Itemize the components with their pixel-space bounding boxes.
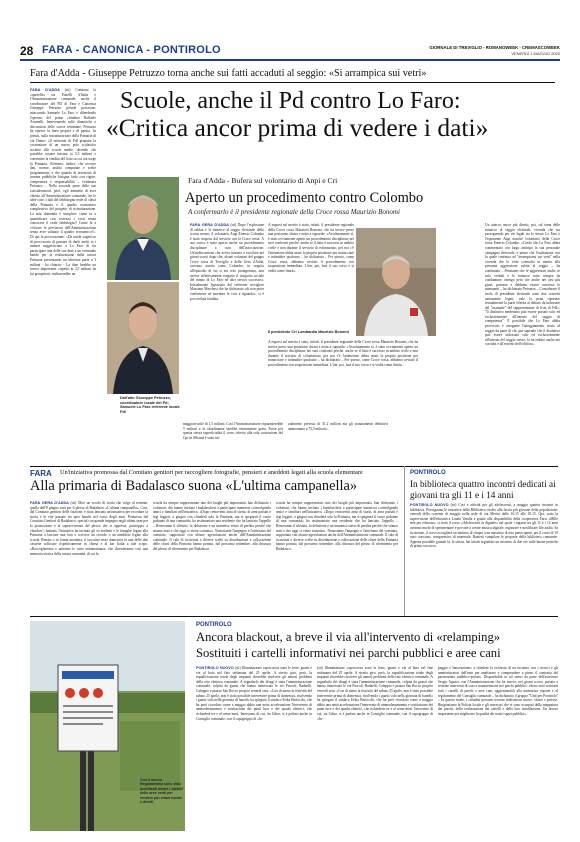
article4-title: In biblioteca quattro incontri dedicati ai giovani tra gli 11 e i 14 anni	[410, 479, 556, 500]
article5-col1	[196, 666, 312, 834]
article5-top-rule	[30, 616, 558, 617]
article5-col3	[438, 666, 558, 834]
article3-place: FARA GERA D'ADDA	[30, 501, 69, 505]
issue-date: VENERDÌ 1 MAGGIO 2020	[511, 51, 560, 56]
article1-photo-caption: Dall'alto Giuseppe Petruzzo, coordinatore locale del Pd; Samuele Lo Faro referente locale FdI	[120, 396, 180, 414]
article3-col1	[30, 501, 148, 601]
article1-body-col1: (stt) Continua la «querelle» tra Fratelli d'Italia e l'Amministrazione comunale: anche il coordinatore del PD di Fara e Canonica Giuseppe Petruzzo prende posizione, attaccando Samuele Lo Faro e difendendo l'operato del primo cittadino Raffaele Assanelli. Intervenendo sulle dinamiche e discussioni delle scorse settimane, Petruzzo ha ripreso la linea propria e di partito. In primis, sulla ristrutturazione della Primaria di via Dante: «Il referente di FdI propone la costruzione di un nuovo polo scolastico accanto alle scuole medie, dicendo che potrebbe costare intorno ai 3,5 milioni e consentire la vendita del lotto su cui ora sorge la Primaria. Affermia, inoltre, che occorre dati, norme, analisi comparate e scelte programmate, e che quando di investono di somme pubbliche bisogna farlo con rigore, competenza e responsabilità – evidenzia Petruzzo – Nella seconda parte delle sue considerazioni, però, egli ammette di aver chiesto all'Amministrazione comunale, tre le altre cose, i dati del fabbisogno reale di classi della Primaria e il quadro economico complessivo del progetto di ristrutturazione. La mia domanda è semplice: come fa a quantificare con certezza i costi senza conoscere il reale fabbisogno? Come fa a criticare le previsioni dell'Amministrazione senza aver valutato il quadro economico?». Di qui la provocazione: «Da unide sugerisce di provvisoria di pensare di darle anchi io i numeri suggeriscono a Lo Faro di far partecipare una delle sue dine a un eventuale bando per la realizzazione della nuova Primaria presentando un ulteriore parte a 3 milioni - ha chiarito - La dine farebbe un lavoro importante, rispetto ai 3,5 milioni da lui prospettati, realizzerebbe un	[30, 88, 96, 276]
article2-subtitle: A confermarlo è il presidente regionale della Croce rossa Maurizio Bonomi	[188, 208, 400, 216]
bonomi-photo	[356, 228, 436, 336]
article3-body-col3: scuola ha sempre rappresentato uno dei luoghi più importanti» han dichiarato i volontari, che hanno invitato i badalaschesi a partecipare numerosi coinvolgendo amici e familiari nell'iniziativa. «Dopo centoventi anni di storia, di anni passati e tegi leggeri, a giugno con chiuderà solo la Primaria, ma si spegnerà il cuore pulsante di una comunità» ha testimoniato una residente che ha lanciato l'appello – Resteranno il silenzio, la delusione e un immenso senso di perdita perché che stiamo stati e che oggi ci viene sottratto». Nonostante l'impegno e l'attivismo del comitato, supportato con alcune agevolazioni anche dell'Amministrazione comunale. Il calo di iscrizioni e diverse scelte su distribuzione e collocazione delle classi della Primaria hanno portato, dal prossimo settembre, alla chiusura del plesso di riferimento per Badalasco.	[276, 501, 398, 551]
article5-title-line2: Sostituiti i cartelli informativi nei parchi pubblici e aree cani	[196, 646, 501, 660]
portrait-bonomi	[356, 228, 436, 336]
article5-body-col1: (stt) Illuminazione capricciosa sono le feste, guasti e vie al buio nel fine settimana del 25 aprile. A stretto giro, però, la riqualificazione totale degli impianti dovrebbe risolvere gli annosi problemi della rete elettrica comunale. A segnalarlo dei disagi è stata l'amministrazione comunale, colpita da guasti che hanno interessato le vie Pascoli, Badaelli, Caleppio e piazza San Rocco proprio venerdì sera: «Con di meno la festività del sabato 25 aprile, non è stato possibile intervenire prima di domenica, risolvendo i guasti solo nella giornata di lunedì» ha spiegato il sindaco Erika Bertocchi, che ha però ricordato come a maggio abbia una netta accelerazione l'intervento di ammodernamento e sostituzione dei punti luce e dei quadri elettrici, che richiederà tre e al seme mesi. Intervento di cui, tra l'altro, si è parlato anche in Consiglio comunale, con il capogruppo di «In-	[196, 666, 312, 721]
article5-col2	[317, 666, 433, 834]
article2-col2	[268, 223, 354, 303]
article3-section: FARA	[30, 469, 52, 478]
article1-title-line1: Scuole, anche il Pd contro Lo Faro:	[120, 88, 461, 114]
article2-place: FARA GERA D'ADDA	[190, 223, 229, 227]
article2-title: Aperto un procedimento contro Colombo	[185, 190, 424, 206]
header-rule	[20, 59, 560, 61]
section-title: FARA - CANONICA - PONTIROLO	[42, 44, 221, 56]
article2-body-col1: (stt) Dopo l'esplosione di rabbia e le minacce al seggio elettorale dello scorso marzo, il volontario Angi Ernesto Colombo è stato sospeso dal servizio con la Croce rossa. A suo carico è stato aperto anche un procedimento disciplinare a cura dell'associazione. Un'indiscrezione che aveva iniziato a circolare nei giorni scorsi dopo che, alcuni volontari del gruppo Croce rossa di Treviglio e della Gera d'Adda, avevano notato come Colombo, in seguito all'episodio di cui si era reso protagonista, non avesse effettivamente eseguito il trasporto sociale del nonno di Lo Faro né altri servizi successivi. Inizialmente bypassata dal referente treviglese Massimo Marchesi che ha dichiarato «di non poter confermare né smentire le voci a riguardo», si è poi rivelata fondata.	[190, 223, 264, 301]
article4-place: PONTIROLO NUOVO	[410, 503, 449, 507]
article2-col2-cont	[268, 340, 418, 410]
article3-col2	[153, 501, 271, 601]
article5-body-col2: (stt) Illuminazione capricciosa sono le feste, guasti e vie al buio nel fine settimana del 25 aprile. A stretto giro, però, la riqualificazione totale degli impianti dovrebbe risolvere gli annosi problemi della rete elettrica comunale. A segnalarlo dei disagi è stata l'amministrazione comunale, colpita da guasti che hanno interessato le vie Pascoli, Badaelli, Caleppio e piazza San Rocco proprio venerdì sera: «Con di meno la festività del sabato 25 aprile, non è stato possibile intervenire prima di domenica, risolvendo i guasti solo nella giornata di lunedì» ha spiegato il sindaco Erika Bertocchi, che ha però ricordato come a maggio abbia una netta accelerazione l'intervento di ammodernamento e sostituzione dei punti luce e dei quadri elettrici, che richiederà tre e al seme mesi. Intervento di cui, tra l'altro, si è parlato anche in Consiglio comunale, con il capogruppo di «In-	[317, 666, 433, 721]
article4-section: PONTIROLO	[410, 470, 446, 476]
article2-body-col2-a: A esporsi sul merito è stato, infatti, il presidente regionale della Croce rossa Maurizio Bonomi, che ha invece preso una posizione chiara e netta a riguardo: «Assolutamente sì, è stato ovviamente aperto un procedimento disciplinare nei suoi confronti perché, anche se il fatto è successo in ambito civile e non durante il servizio di volontariato, per noi c'è l'attenzione abbia usato la propria posizione per minacciare e intimidire qualcuno – ha dichiarato – Per questo, come Croce rossa, abbiamo avviato il procedimento con sospensione immediata. L'iter, poi, farà il suo corso e si vedrà come finirà».	[268, 223, 354, 273]
article1-title-line2: «Critica ancor prima di vedere i dati»	[106, 113, 489, 142]
article2-photo-caption: Il presidente Cri Lombardia Maurizio Bonomi	[268, 330, 349, 334]
article3-body-col1: (stt) Oltre un secolo di storia che volge al termine, quella dell'8 giugno sarà per il plesso di Badalasco «L'ultima campanella». Così, dal Comitato genitori delle frazione, è stata lanciata un'iniziativa per ricordare la storia e le vite passate tra quei banchi nel corso degli anni. Promossa dal Comitato Genitori di Badalasco, special con grande impegno negli ultimi anni per la promozione e la sopravvivenza del plesso che si appresta, purtroppo, a chiudere i battenti, l'iniziativa ha invitato gli ex studenti e le famiglie legate alla Primaria a lasciare una foto o scrivere un ricordo o un aneddoto legato alla scuola. Renato o in forma anonima; il taccuino resto domenica in una delle due cassette collocate rispettivamente in chiesa e al bar Italia a tale scopo. «Raccoglieremo e uniremo le varie testimonianze, che diventeranno così una memoria storica della nostra comunità, di cui la	[30, 501, 148, 556]
article5-title-line1: Ancora blackout, a breve il via all'intervento di «relamping»	[196, 630, 501, 644]
petruzzo-photo	[107, 177, 179, 280]
portrait-lofaro	[107, 282, 179, 394]
article1-kicker: Fara d'Adda - Giuseppe Petruzzo torna anche sui fatti accaduti al seggio: «Si arrampica sui vetri»	[30, 68, 427, 79]
article4-body: (stt) Così e attività per gli adolescenti, a maggio quattro incontri in biblioteca. Proseguono le iniziative della Biblioteca rivolte alla fascia più giovane della popolazione: venerdì della corrente di maggio nella sede di via Merini dalle 16.15 alle 18.15. Qui, sotto la supervisione dell'educatrice Luana Varalta e grazie alla disponibilità della cooperativa Farsi «Mille non per educare», si terrà il corso «Adolescenti in digitale» nel quale i ragazzi tra gli 11 e i 14 anni avranno modo di sperimentare e provare a creare musica digitale, registrare e modificare file audio. Sa iscrizione, il corso accoglierà un minimo di cinque a un massimo di otto partecipanti, per il costo di 10 euro ciascuno, comprensivo di materiale. Basterà compilare le proposte della biblioteca comunale. Appena possibile gratuiti la, la stessa, hai infatti segnalato un incontro di due ore sulle buone pratiche di primo soccorso.	[410, 503, 558, 549]
article1-bottom-b	[288, 422, 388, 464]
kicker-rule	[30, 82, 555, 83]
article5-body-col3: peggio e Innovazione» a chiedere la richiesta di un incontro con i tecnici e gli amministratori dell'ente per analizzare e comprendere a pieno il contratto del partenariato pubblico-privato. Disponibilità in tal senso da parte dell'assessore Sergio Agazzi, con l'Amministrazione che ha invece, nei giorni scorsi, portato a termine interventi di cura e manutenzione nei parchi pubblici: «Sono stati sostituiti tutti i cartelli di parchi e aree cani, aggiornandoli alla normativa vigente e al regolamento del Consiglio comunale – ha dichiarato il gruppo "Unit per Pontirolo" – In questo modo, i cittadini possono trovare indicazioni nuove, chiare e precise. Ringraziamo la Polizia locale e gli assessori che si sono occupati della mappatura dei parchi, della realizzazione dei cartelli e della loro installazione. Un lavoro importante per migliorare la qualità dei nostri spazi pubblici».	[438, 666, 558, 716]
article3-body-col2: scuola ha sempre rappresentato uno dei luoghi più importanti» han dichiarato i volontari, che hanno invitato i badalaschesi a partecipare numerosi coinvolgendo amici e familiari nell'iniziativa. «Dopo centoventi anni di storia, di anni passati e tegi leggeri, a giugno con chiuderà solo la Primaria, ma si spegnerà il cuore pulsante di una comunità» ha testimoniato una residente che ha lanciato l'appello – Resteranno il silenzio, la delusione e un immenso senso di perdita perché che stiamo stati e che oggi ci viene sottratto». Nonostante l'impegno e l'attivismo del comitato, supportato con alcune agevolazioni anche dell'Amministrazione comunale. Il calo di iscrizioni e diverse scelte su distribuzione e collocazione delle classi della Primaria hanno portato, dal prossimo settembre, alla chiusura del plesso di riferimento per Badalasco.	[153, 501, 271, 551]
article5-place: PONTIROLO NUOVO	[196, 666, 234, 670]
lofaro-photo	[107, 282, 179, 394]
page-number: 28	[20, 44, 34, 58]
article5-section: PONTIROLO	[196, 622, 232, 628]
article1-place: FARA D'ADDA	[30, 88, 60, 92]
article2-col1	[190, 223, 264, 400]
article3-title: Alla primaria di Badalasco suona «L'ultima campanella»	[30, 478, 358, 494]
portrait-petruzzo	[107, 177, 179, 280]
article1-col1	[30, 88, 96, 464]
page-header	[20, 44, 560, 60]
article2-kicker: Fara d'Adda - Bufera sul volontario di Anpi e Cri	[188, 176, 338, 185]
article3-col3	[276, 501, 398, 601]
article3-kicker: Un'iniziativa promossa dal Comitato genitori per raccogliere fotografie, pensieri e aneddoti legati alla scuola elementare	[60, 469, 363, 476]
article1-body-bottom1: maggiore utile di 1,5 milioni. Così l'Amministrazione risparmierebbe 5 milioni e la cittadinanza sarebbe eternamente grata. Forse per questa stessa superficialità il costo riferito alla sola costruzione dei Cpr in Albania è stato ini-	[183, 422, 283, 440]
article1-body-bottom2: zialmente previsto di 31,2 milioni ma gli stanziamenti definitivi ammontano a 73,5 milioni».	[288, 422, 388, 431]
article4-col	[410, 503, 558, 613]
article5-photo-caption: Con il nuovo Regolamento sono stati modificati anche i cartelli delle aree verdi per rendere più chiari norme e divieti	[140, 778, 183, 805]
newspaper-name: GIORNALE DI TREVIGLIO - ROMANOWEEK - CREMASCOWEEK	[429, 45, 560, 50]
article2-body-col2-b: A esporsi sul merito è stato, infatti, il presidente regionale della Croce rossa Maurizio Bonomi, che ha invece preso una posizione chiara e netta a riguardo: «Assolutamente sì, è stato ovviamente aperto un procedimento disciplinare nei suoi confronti perché, anche se il fatto è successo in ambito civile e non durante il servizio di volontariato, per noi c'è l'attenzione abbia usato la propria posizione per minacciare e intimidire qualcuno – ha dichiarato – Per questo, come Croce rossa, abbiamo avviato il procedimento con sospensione immediata. L'iter, poi, farà il suo corso e si vedrà come finirà».	[268, 340, 418, 367]
article1-col3	[485, 223, 560, 464]
article1-body-col3: Un attacco ancor più diretto, poi, sul tema delle minacce al seggio elettorali, vicenda che sta proseguendo per vie legali tra lo stesso Lo Faro e l'esponente Angi nonché volontario della Croce rossa Ernesto Colombo. «Credo che Lo Faro abbia commentato con largo anticipo la sua personale campagna elettorale, e penso che l'esaltazione con la quale continua ad "arrampicarsi sui vetri" nella vicenda che lo vede coinvolto in merito alla presunta aggressione subita al seggio – ha continuato – Pensiamo che le aggressioni anche se solo verbali e le minacce sono sempre da condannare, ritengo però che anche nei casi più gravi, possano e debbano essere concesse le attenuanti – ha dichiarato Petruzzo – Considerare il ruolo di presidente elettorale sono due concetti nettamente legati, vale la pena riportare testualmente la parte riferita al dettato da indossare del "manuale" del rappresentante di lista di FdI»: "Il distintivo medesimo può essere portato solo ed esclusivamente all'interno del seggio di competenza". È possibile che Lo Faro abbia provocato e arrogante l'atteggiamento avuto al seggio da parte di chi, pur sapendo che il distintivo può essere indossato solo ed esclusivamente all'interno del seggio stesso, lo ha esibito anche nei corridoi e all'esterno dell'edificio».	[485, 223, 560, 347]
article1-bottom-a	[183, 422, 283, 464]
